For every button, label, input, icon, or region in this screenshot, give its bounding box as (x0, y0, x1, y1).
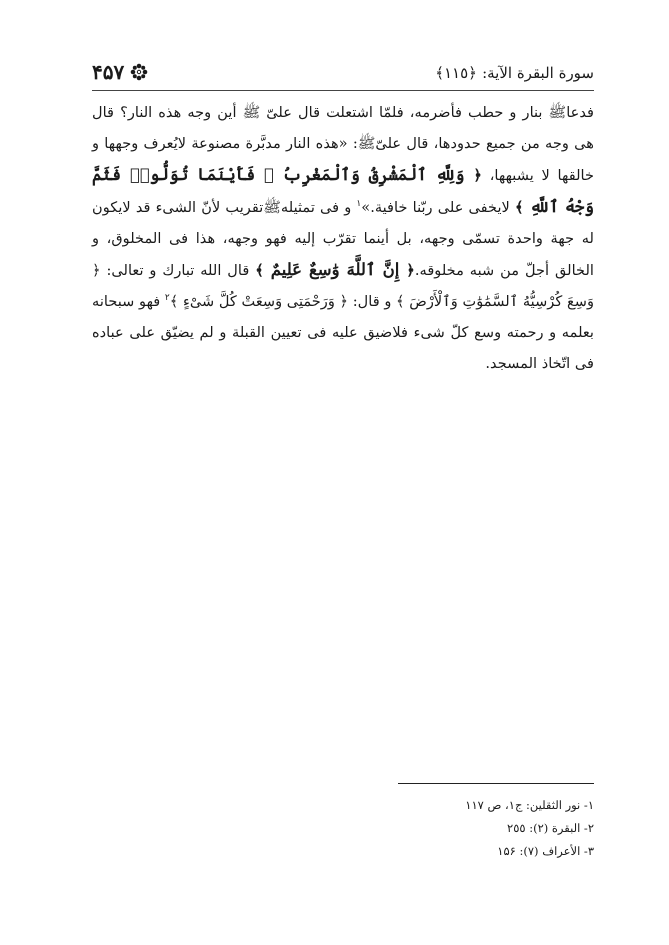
body-text: أين وجه هذه النار؟ قال هى وجه من جميع حدودها، قال علىّ (92, 104, 595, 152)
body-text: و قال: (348, 293, 397, 310)
running-title (435, 63, 594, 82)
body-text: : «هذه النار مدبَّرة مصنوعة لايُعرف وجهها و خالقها لا يشبهها، (92, 135, 594, 184)
page-header (92, 58, 594, 86)
body-text: بنار و حطب فأضرمه، فلمّا اشتعلت قال علىّ (260, 104, 549, 121)
footnote-item: ٣- الأعراف (٧): ١۵۶ (497, 844, 594, 858)
body-text: لايخفى على ربّنا خافية.» (361, 199, 515, 216)
footnote-item: ١- نور الثقلين: ج١، ص ١١٧ (465, 798, 594, 812)
quran-quote: وَلِلَّهِ ٱلْمَشْرِقُ وَٱلْمَغْرِبُ ۚ فَأَيْنَمَا تُوَلُّوا۟ فَثَمَّ وَجْهُ ٱللَّهِ (92, 165, 594, 216)
quran-quote: إِنَّ ٱللَّهَ وَٰسِعٌ عَلِيمٌ (263, 260, 407, 279)
footnote-divider (398, 783, 594, 784)
main-paragraph (92, 97, 594, 379)
header-divider (92, 90, 594, 91)
quran-open-bracket: ﴿ (473, 167, 482, 184)
surah-title: سورة البقرة الآية: (482, 63, 594, 82)
honorific: ﷺ (548, 104, 567, 121)
page-number-block (92, 60, 148, 84)
honorific: ﷺ (242, 104, 261, 121)
footnote-item: ٢- البقرة (٢): ٢٥٥ (507, 821, 594, 835)
quran-close-bracket: ﴾ (514, 199, 524, 216)
body-text: قال الله تبارك و تعالى: (100, 262, 256, 279)
quran-quote-inline: ﴿ وَرَحْمَتِى وَسِعَتْ كُلَّ شَىْءٍ ﴾ (169, 293, 349, 310)
honorific: ﷺ (357, 135, 376, 152)
quran-quote-inline: ﴿ وَسِعَ كُرْسِيُّهُ ٱلسَّمَٰوَٰتِ وَٱلْأَرْضَ ﴾ (92, 262, 594, 310)
body-text: و فى تمثيله (280, 199, 357, 216)
page-number: ۴۵۷ (92, 60, 125, 84)
footnote-ref: ٢ (164, 293, 170, 304)
body-text: فدعا (566, 104, 594, 121)
body-text: تقريب لأنّ الشىء قد لايكون له جهة واحدة تسمّى وجهه، بل أينما تقرّب إليه فهو وجهه، هذا فى المخلوق، و الخالق أجلّ من شبه مخلوقه. (92, 199, 594, 279)
quran-open-bracket: ﴿ (406, 262, 415, 279)
footnote-ref: ١ (356, 199, 362, 210)
body-text: فهو سبحانه بعلمه و رحمته وسع كلّ شىء فلاضيق عليه فى تعيين القبلة و لم يضيّق على عباده فى اتّخاذ المسجد. (92, 293, 594, 372)
footnotes (294, 794, 594, 863)
verse-number: ﴿١١٥﴾ (435, 63, 477, 82)
quran-close-bracket: ﴾ (255, 262, 264, 279)
ornament-icon (130, 63, 148, 81)
honorific: ﷺ (263, 199, 281, 216)
